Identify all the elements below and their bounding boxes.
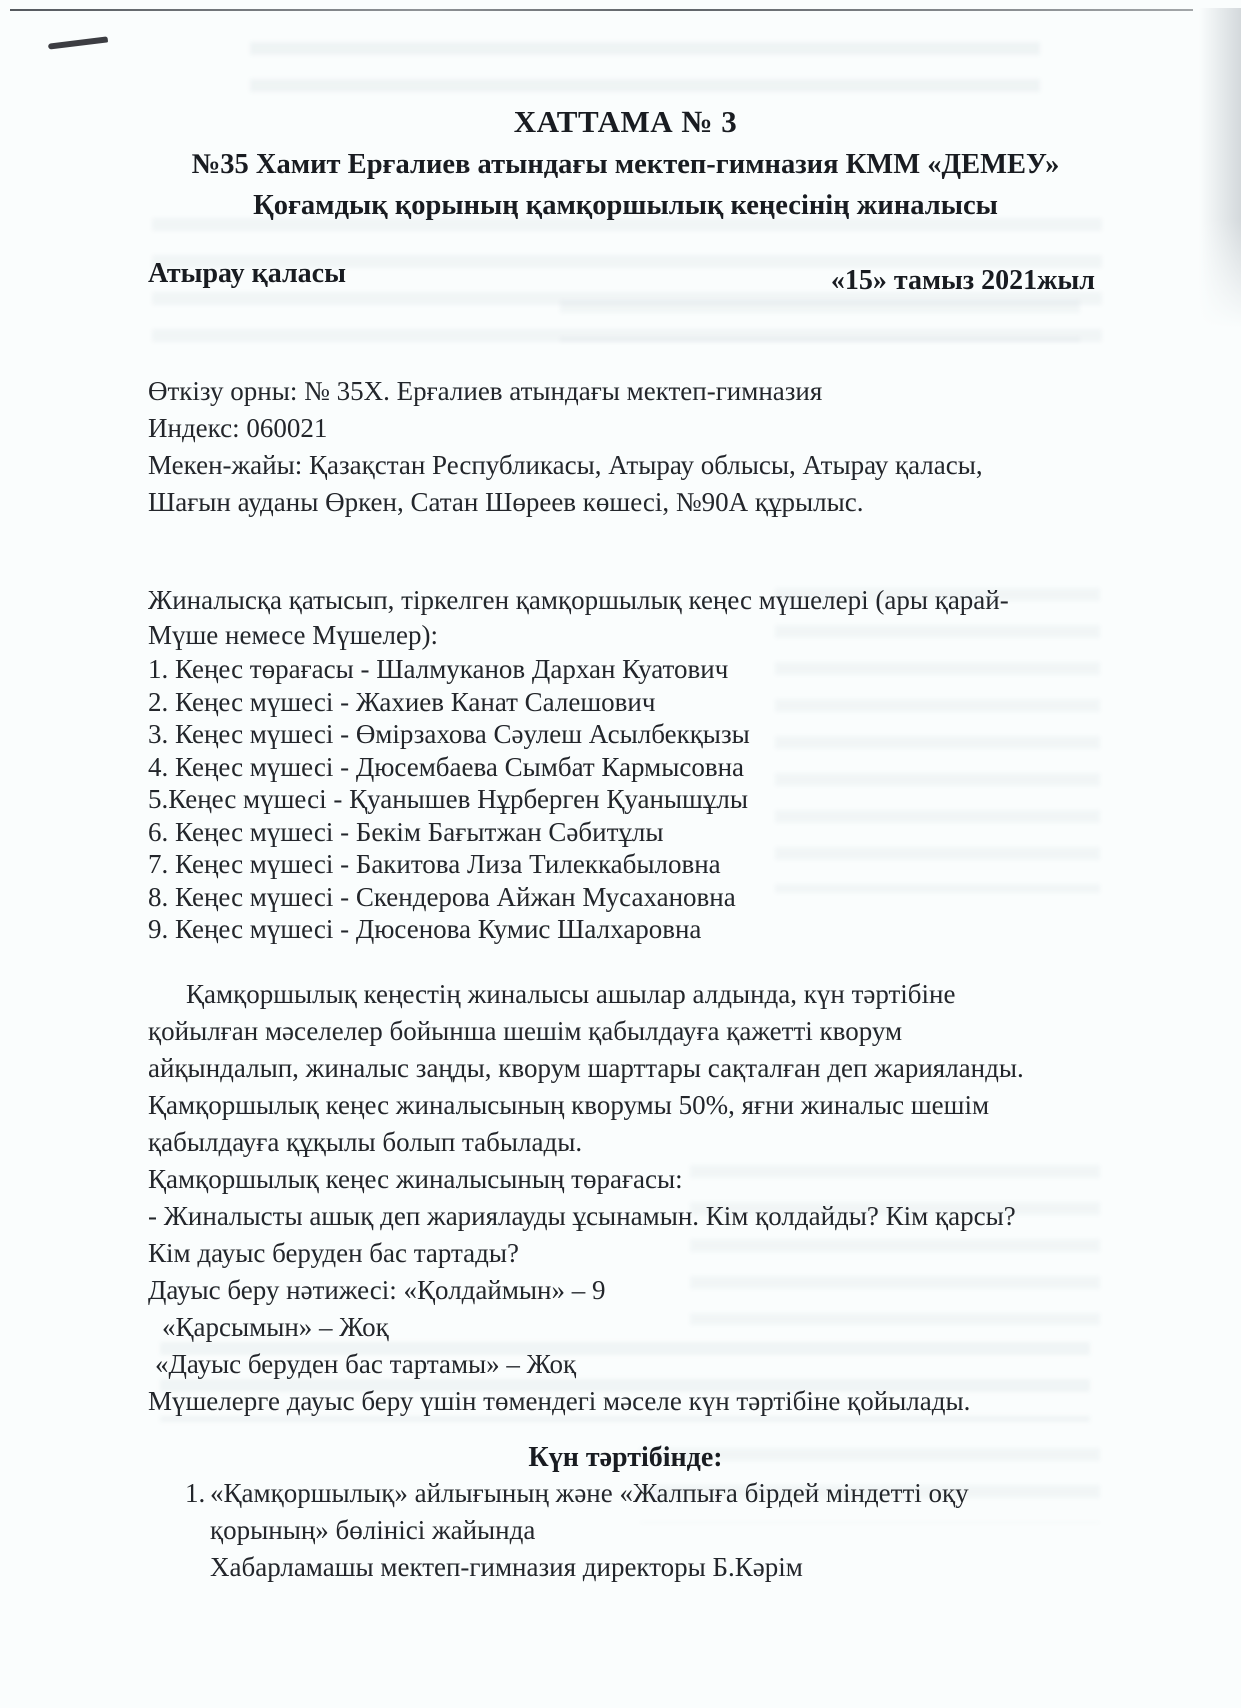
address-line-2: Шағын ауданы Өркен, Сатан Шөреев көшесі, №90А құрылыс.: [148, 487, 864, 517]
agenda-item-speaker: Хабарламашы мектеп-гимназия директоры Б.Кәрім: [210, 1551, 803, 1582]
document-title: ХАТТАМА № 3: [513, 104, 738, 139]
member-line: 9. Кеңес мүшесі - Дюсенова Кумис Шалхаровна: [148, 914, 702, 944]
member-line: 7. Кеңес мүшесі - Бакитова Лиза Тилеккабыловна: [148, 849, 721, 879]
quorum-paragraph-line: Қамқоршылық кеңестің жиналысы ашылар алдында, күн тәртібіне: [186, 978, 956, 1009]
venue-line: Өткізу орны: № 35Х. Ерғалиев атындағы мектеп-гимназия: [148, 376, 823, 406]
vote-abstain-line: «Дауыс беруден бас тартамы» – Жоқ: [155, 1348, 577, 1379]
vote-against-line: «Қарсымын» – Жоқ: [162, 1311, 389, 1342]
city-label: Атырау қаласы: [148, 258, 346, 289]
address-line-1: Мекен-жайы: Қазақстан Республикасы, Атырау облысы, Атырау қаласы,: [148, 450, 983, 480]
postal-index-line: Индекс: 060021: [148, 413, 328, 443]
member-line: 8. Кеңес мүшесі - Скендерова Айжан Мусахановна: [148, 881, 736, 912]
attendees-intro-line-2: Мүше немесе Мүшелер):: [148, 620, 438, 650]
agenda-heading: Күн тәртібінде:: [528, 1441, 723, 1473]
quorum-paragraph-line: қойылған мәселелер бойынша шешім қабылдауға қажетті кворум: [148, 1015, 903, 1046]
agenda-item-text: [196, 1475, 1103, 1586]
attendees-intro-line-1: Жиналысқа қатысып, тіркелген қамқоршылық кеңес мүшелері (ары қарай-: [148, 585, 1009, 615]
member-line: 4. Кеңес мүшесі - Дюсембаева Сымбат Кармысовна: [148, 751, 745, 782]
quorum-paragraph-line: айқындалып, жиналыс заңды, кворум шарттары сақталған деп жарияланды.: [148, 1052, 1024, 1083]
vote-result-line: Дауыс беру нәтижесі: «Қолдаймын» – 9: [148, 1274, 606, 1305]
member-line: 6. Кеңес мүшесі - Бекім Бағытжан Сәбитұлы: [148, 816, 664, 847]
member-line: 1. Кеңес төрағасы - Шалмуканов Дархан Куатович: [148, 654, 729, 684]
agenda-item-number: 1.: [185, 1477, 206, 1508]
quorum-paragraph-line: қабылдауға құқылы болып табылады.: [148, 1126, 583, 1157]
body-block: [148, 976, 1103, 1420]
attendees-intro: [148, 583, 1103, 653]
document-subtitle-1: №35 Хамит Ерғалиев атындағы мектеп-гимназия КММ «ДЕМЕУ»: [191, 149, 1060, 180]
member-line: 2. Кеңес мүшесі - Жахиев Канат Салешович: [148, 686, 656, 717]
city-date-row: [148, 258, 1103, 297]
member-line: 3. Кеңес мүшесі - Өмірзахова Сәулеш Асылбекқызы: [148, 719, 750, 749]
quorum-paragraph-line: Қамқоршылық кеңес жиналысының кворумы 50%, яғни жиналыс шешім: [148, 1089, 990, 1120]
chairman-line: Қамқоршылық кеңес жиналысының төрағасы:: [148, 1163, 683, 1194]
proposal-line-2: Кім дауыс беруден бас тартады?: [148, 1237, 519, 1268]
meta-block: [148, 373, 1103, 521]
agenda-item: [148, 1475, 1103, 1586]
date-label: «15» тамыз 2021жыл: [830, 265, 1095, 296]
agenda-item-line-2: қорының» бөлінісі жайында: [210, 1514, 536, 1545]
proposal-line-1: - Жиналысты ашық деп жариялауды ұсынамын. Кім қолдайды? Кім қарсы?: [148, 1200, 1016, 1231]
vote-note-line: Мүшелерге дауыс беру үшін төмендегі мәселе күн тәртібіне қойылады.: [148, 1385, 971, 1416]
document-subtitle-2: Қоғамдық қорының қамқоршылық кеңесінің жиналысы: [253, 190, 998, 221]
agenda-item-line-1: «Қамқоршылық» айлығының және «Жалпыға бірдей міндетті оқу: [210, 1477, 969, 1508]
member-line: 5.Кеңес мүшесі - Қуанышев Нұрберген Қуанышұлы: [148, 784, 748, 814]
members-list: [148, 653, 1103, 946]
